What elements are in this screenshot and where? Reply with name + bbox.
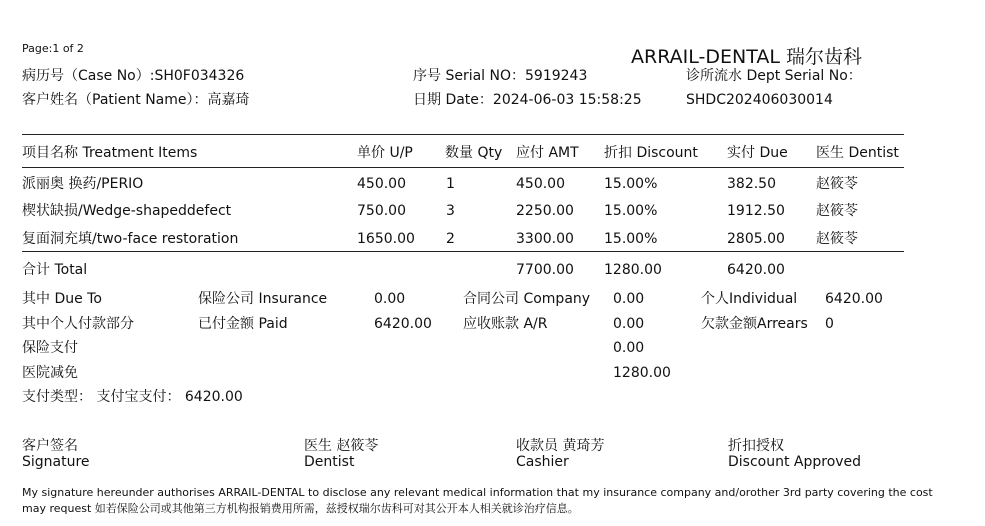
- cell-item: 楔状缺损/Wedge-shapeddefect: [22, 203, 232, 219]
- insurance-label: 保险公司 Insurance: [198, 291, 328, 307]
- total-discount: 1280.00: [604, 262, 662, 278]
- individual-value: 6420.00: [825, 291, 883, 307]
- dept-serial-label: 诊所流水 Dept Serial No：: [686, 68, 862, 84]
- header-unit-price: 单价 U/P: [357, 145, 413, 161]
- company-value: 0.00: [613, 291, 645, 307]
- cell-item: 派丽奥 换药/PERIO: [22, 176, 144, 192]
- header-qty: 数量 Qty: [445, 145, 503, 161]
- cell-discount: 15.00%: [604, 203, 658, 219]
- cell-unit-price: 1650.00: [357, 231, 415, 247]
- dentist-label-cn: 医生 赵筱苓: [304, 438, 379, 454]
- cell-amount: 450.00: [516, 176, 565, 192]
- cell-unit-price: 750.00: [357, 203, 406, 219]
- signature-label-en: Signature: [22, 454, 90, 470]
- header-discount: 折扣 Discount: [604, 145, 698, 161]
- brand-title: ARRAIL-DENTAL 瑞尔齿科: [631, 46, 862, 68]
- page-number: Page:1 of 2: [22, 42, 84, 55]
- cell-due: 2805.00: [727, 231, 785, 247]
- cashier-label-en: Cashier: [516, 454, 569, 470]
- arrears-value: 0: [825, 316, 834, 332]
- discount-approved-en: Discount Approved: [728, 454, 862, 470]
- payment-type: 支付类型： 支付宝支付： 6420.00: [22, 389, 243, 405]
- arrears-label: 欠款金额Arrears: [701, 316, 808, 332]
- paid-label: 已付金额 Paid: [198, 316, 288, 332]
- case-number: 病历号（Case No）:SH0F034326: [22, 68, 245, 84]
- header-due: 实付 Due: [727, 145, 788, 161]
- cashier-label-cn: 收款员 黄琦芳: [516, 438, 605, 454]
- ar-label: 应收账款 A/R: [463, 316, 548, 332]
- due-to-label: 其中 Due To: [22, 291, 102, 307]
- patient-name: 客户姓名（Patient Name）：高嘉琦: [22, 92, 250, 108]
- disclaimer-line-2: may request 如若保险公司或其他第三方机构报销费用所需，兹授权瑞尔齿科可对其公开本人相关就诊治疗信息。: [22, 502, 579, 515]
- ar-value: 0.00: [613, 316, 645, 332]
- individual-label: 个人Individual: [701, 291, 798, 307]
- insurance-pay-label: 保险支付: [22, 340, 78, 356]
- hospital-relief-value: 1280.00: [613, 365, 671, 381]
- cell-qty: 1: [446, 176, 455, 192]
- company-label: 合同公司 Company: [463, 291, 591, 307]
- cell-discount: 15.00%: [604, 231, 658, 247]
- cell-amount: 3300.00: [516, 231, 574, 247]
- table-total-rule: [22, 251, 904, 252]
- cell-due: 382.50: [727, 176, 776, 192]
- cell-dentist: 赵筱苓: [816, 203, 858, 219]
- cell-dentist: 赵筱苓: [816, 231, 858, 247]
- individual-part-label: 其中个人付款部分: [22, 316, 134, 332]
- visit-date: 日期 Date：2024-06-03 15:58:25: [413, 92, 642, 108]
- disclaimer-line-1: My signature hereunder authorises ARRAIL-DENTAL to disclose any relevant medical information that my insurance company and/orother 3rd party covering the cost: [22, 486, 933, 499]
- hospital-relief-label: 医院减免: [22, 365, 78, 381]
- paid-value: 6420.00: [374, 316, 432, 332]
- cell-item: 复面洞充填/two-face restoration: [22, 231, 239, 247]
- dept-serial-value: SHDC202406030014: [686, 92, 833, 108]
- insurance-value: 0.00: [374, 291, 406, 307]
- total-due: 6420.00: [727, 262, 785, 278]
- cell-qty: 3: [446, 203, 455, 219]
- total-label: 合计 Total: [22, 262, 88, 278]
- cell-due: 1912.50: [727, 203, 785, 219]
- discount-approved-cn: 折扣授权: [728, 438, 784, 454]
- table-header-rule: [22, 167, 904, 168]
- insurance-pay-value: 0.00: [613, 340, 645, 356]
- header-treatment-items: 项目名称 Treatment Items: [22, 145, 198, 161]
- table-top-rule: [22, 134, 904, 135]
- signature-label-cn: 客户签名: [22, 438, 78, 454]
- cell-dentist: 赵筱苓: [816, 176, 858, 192]
- serial-number: 序号 Serial NO：5919243: [413, 68, 588, 84]
- cell-unit-price: 450.00: [357, 176, 406, 192]
- total-amount: 7700.00: [516, 262, 574, 278]
- cell-discount: 15.00%: [604, 176, 658, 192]
- cell-qty: 2: [446, 231, 455, 247]
- header-dentist: 医生 Dentist: [816, 145, 899, 161]
- dentist-label-en: Dentist: [304, 454, 355, 470]
- cell-amount: 2250.00: [516, 203, 574, 219]
- header-amount: 应付 AMT: [516, 145, 579, 161]
